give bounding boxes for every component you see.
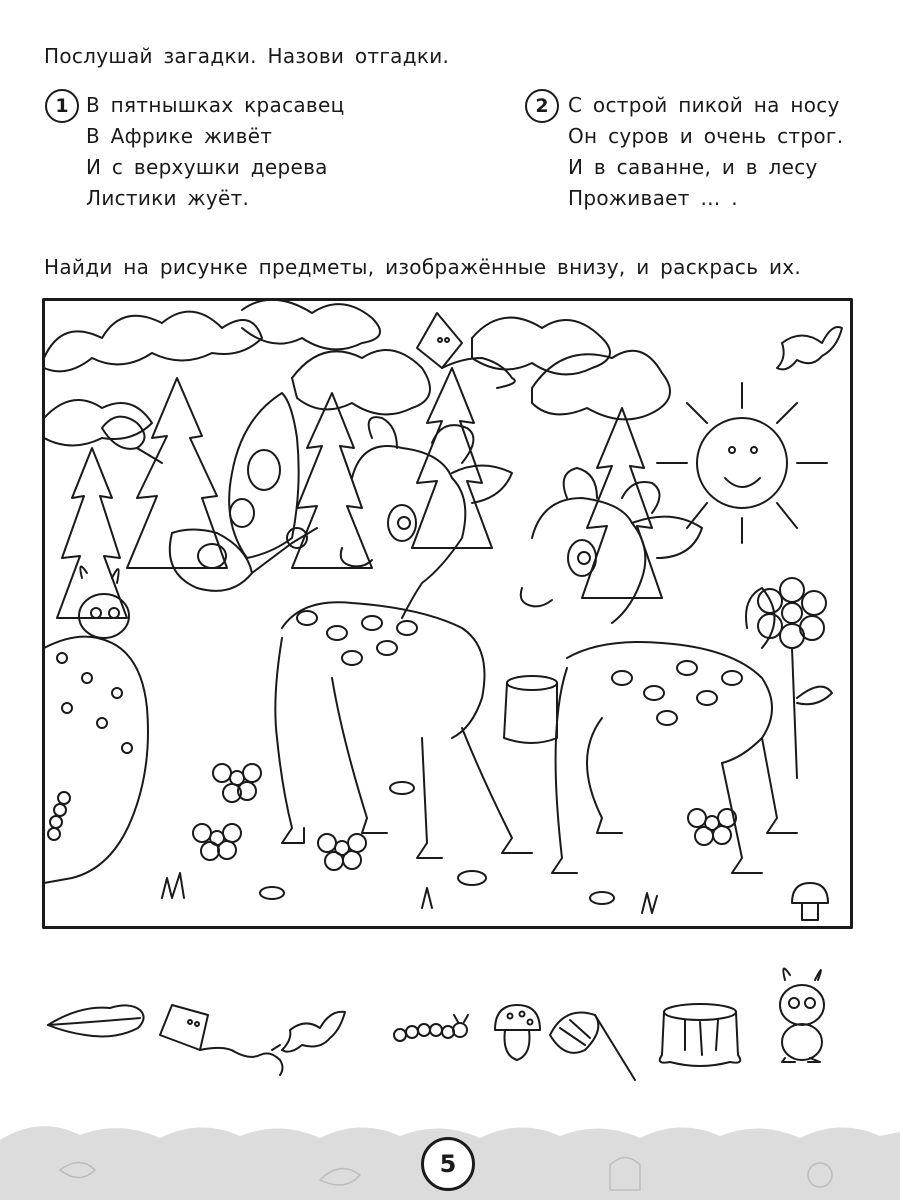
- bush: [44, 637, 148, 883]
- caterpillar-in-scene: [48, 792, 70, 840]
- riddle-2-line-4: Проживает … .: [568, 186, 738, 210]
- instruction-find: Найди на рисунке предметы, изображённые внизу, и раскрась их.: [44, 255, 802, 279]
- instruction-riddles: Послушай загадки. Назови отгадки.: [44, 44, 450, 68]
- riddle-1-line-3: И с верхушки дерева: [86, 155, 328, 179]
- butterfly-net-icon: [550, 1013, 635, 1081]
- riddle-2: [568, 90, 843, 214]
- mushroom-in-scene: [792, 883, 828, 920]
- mushroom-icon: [495, 1005, 540, 1060]
- caterpillar-icon: [394, 1015, 468, 1041]
- bunny-icon: [780, 969, 824, 1062]
- riddle-2-line-2: Он суров и очень строг.: [568, 124, 844, 148]
- riddle-1-line-1: В пятнышках красавец: [86, 93, 345, 117]
- leaf-icon: [48, 1005, 144, 1036]
- riddle-2-line-1: С острой пикой на носу: [568, 93, 840, 117]
- flower-right: [758, 578, 832, 778]
- tree-stump-icon: [660, 1004, 740, 1066]
- stump-in-scene: [504, 676, 557, 743]
- riddle-2-line-3: И в саванне, и в лесу: [568, 155, 818, 179]
- coloring-scene: [42, 298, 853, 929]
- bird-in-scene: [777, 327, 842, 369]
- fawn-right: [521, 468, 797, 873]
- riddle-1-line-4: Листики жуёт.: [86, 186, 250, 210]
- meadow-flowers: [193, 764, 736, 870]
- riddle-1: [86, 90, 345, 214]
- pine-trees: [57, 368, 662, 618]
- riddle-1-line-2: В Африке живёт: [86, 124, 273, 148]
- items-to-find-row: [40, 950, 870, 1090]
- kite-in-scene: [417, 313, 515, 388]
- bird-icon: [272, 1012, 345, 1052]
- kite-icon: [160, 1005, 283, 1075]
- fawn-left: [275, 417, 532, 858]
- riddle-1-number: 1: [45, 89, 79, 123]
- page-number: 5: [421, 1137, 475, 1191]
- net-in-scene: [102, 417, 162, 463]
- riddle-2-number: 2: [525, 89, 559, 123]
